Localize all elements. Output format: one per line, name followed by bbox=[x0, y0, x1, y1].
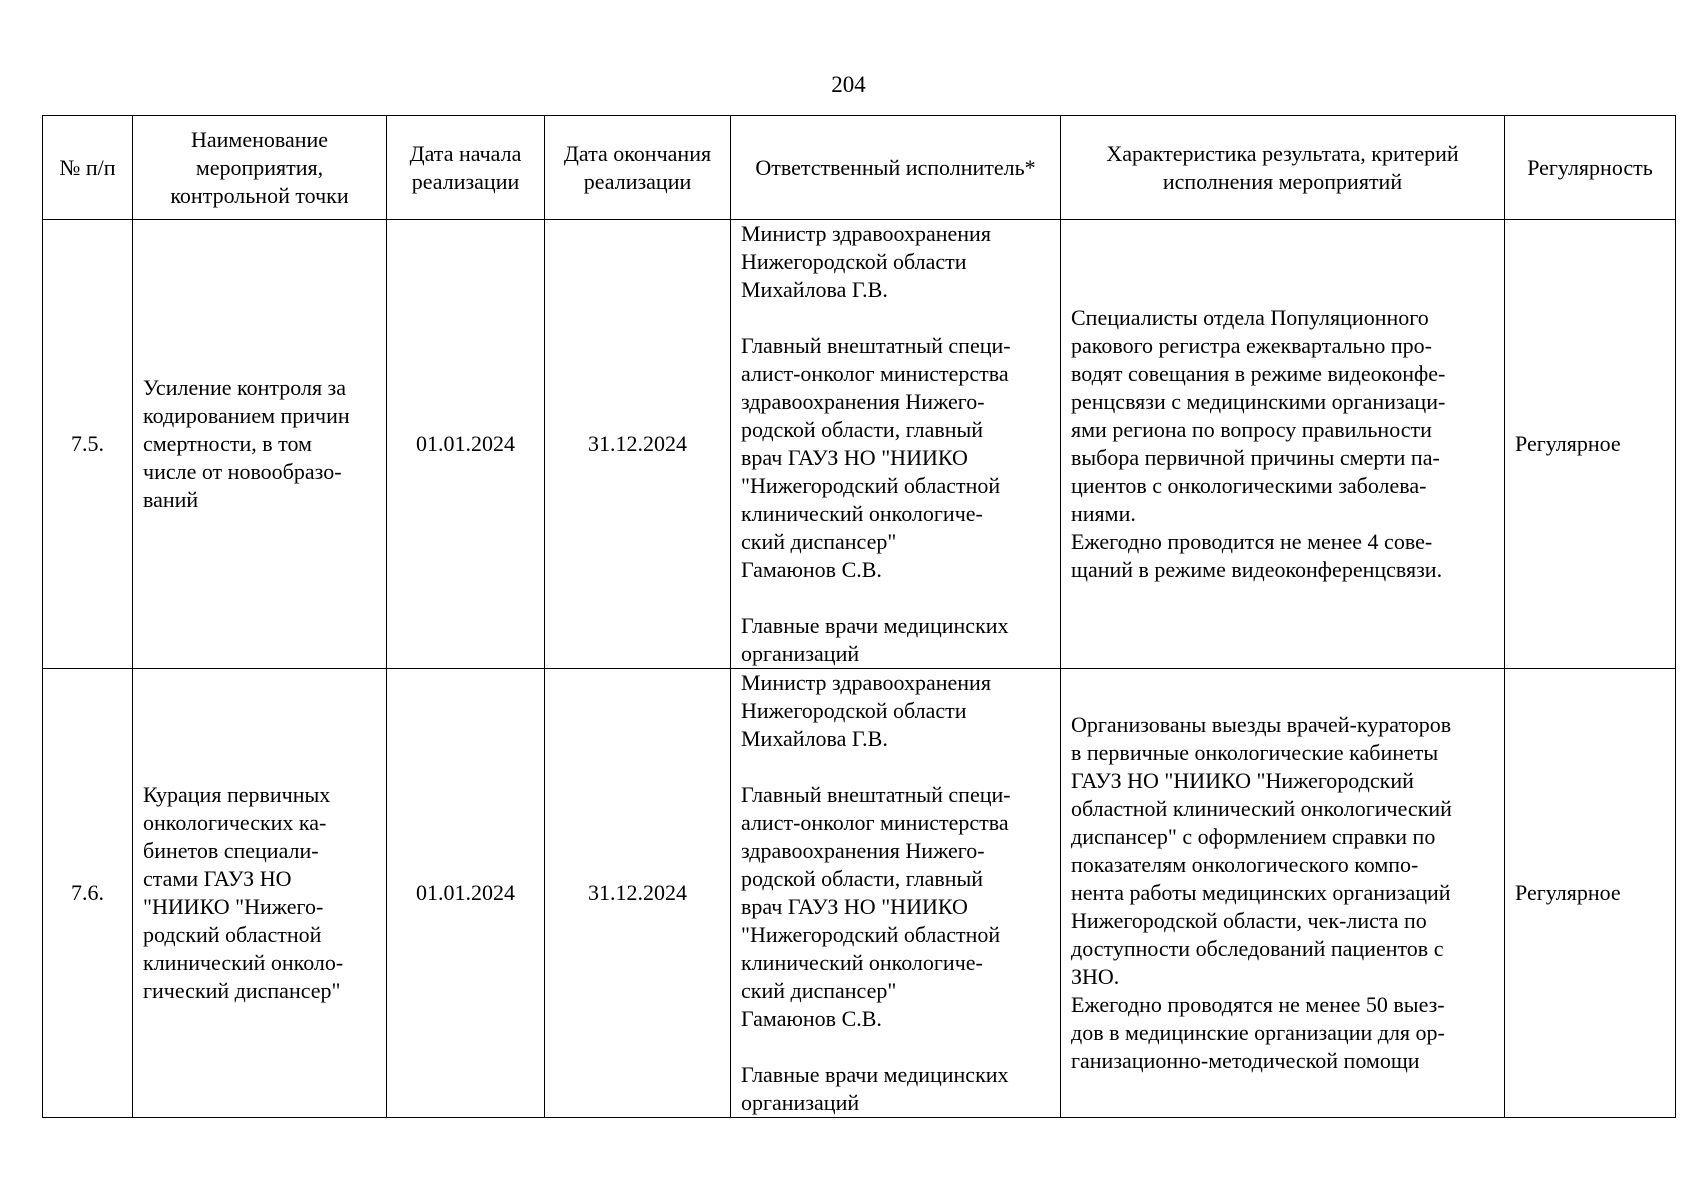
result: Организованы выезды врачей-кураторов в первичные онкологические кабинеты ГАУЗ НО "НИИКО "Нижегородский областной клинический онкологический диспансер" с оформлением справки по показателям онкологического компо- нента работы медицинских организаций Нижегородской области, чек-листа по доступности обследований пациентов с ЗНО. Ежегодно проводятся не менее 50 выез- дов в медицинские организации для ор- ганизационно-методической помощи bbox=[1061, 669, 1505, 1118]
result: Специалисты отдела Популяционного ракового регистра ежеквартально про- водят совещания в режиме видеоконфе- ренцсвязи с медицинскими организаци- ями региона по вопросу правильности выбора первичной причины смерти па- циентов с онкологическими заболева- ниями. Ежегодно проводится не менее 4 сове- щаний в режиме видеоконференцсвязи. bbox=[1061, 220, 1505, 669]
header-executor: Ответственный исполнитель* bbox=[731, 116, 1061, 220]
activity-name: Курация первичных онкологических ка- бинетов специали- стами ГАУЗ НО "НИИКО "Нижего- родский областной клинический онколо- гический диспансер" bbox=[133, 669, 387, 1118]
header-start-date: Дата начала реализации bbox=[387, 116, 545, 220]
header-result: Характеристика результата, критерий исполнения мероприятий bbox=[1061, 116, 1505, 220]
start-date: 01.01.2024 bbox=[387, 220, 545, 669]
header-number: № п/п bbox=[43, 116, 133, 220]
start-date: 01.01.2024 bbox=[387, 669, 545, 1118]
activity-name: Усиление контроля за кодированием причин смертности, в том числе от новообразо- ваний bbox=[133, 220, 387, 669]
end-date: 31.12.2024 bbox=[545, 220, 731, 669]
end-date: 31.12.2024 bbox=[545, 669, 731, 1118]
header-regularity: Регулярность bbox=[1505, 116, 1676, 220]
executor: Министр здравоохранения Нижегородской области Михайлова Г.В. Главный внештатный специ- алист-онколог министерства здравоохранения Нижего- родской области, главный врач ГАУЗ НО "НИИКО "Нижегородский областной клинический онкологиче- ский диспансер" Гамаюнов С.В. Главные врачи медицинских организаций bbox=[731, 220, 1061, 669]
regularity: Регулярное bbox=[1505, 220, 1676, 669]
row-number: 7.5. bbox=[43, 220, 133, 669]
page-number: 204 bbox=[831, 72, 866, 97]
table-row bbox=[43, 669, 1676, 1118]
header-end-date: Дата окончания реализации bbox=[545, 116, 731, 220]
table-row bbox=[43, 220, 1676, 669]
table-header-row bbox=[43, 116, 1676, 220]
activities-table bbox=[42, 115, 1676, 1118]
regularity: Регулярное bbox=[1505, 669, 1676, 1118]
row-number: 7.6. bbox=[43, 669, 133, 1118]
executor: Министр здравоохранения Нижегородской области Михайлова Г.В. Главный внештатный специ- алист-онколог министерства здравоохранения Нижего- родской области, главный врач ГАУЗ НО "НИИКО "Нижегородский областной клинический онкологиче- ский диспансер" Гамаюнов С.В. Главные врачи медицинских организаций bbox=[731, 669, 1061, 1118]
header-activity-name: Наименование мероприятия, контрольной точки bbox=[133, 116, 387, 220]
